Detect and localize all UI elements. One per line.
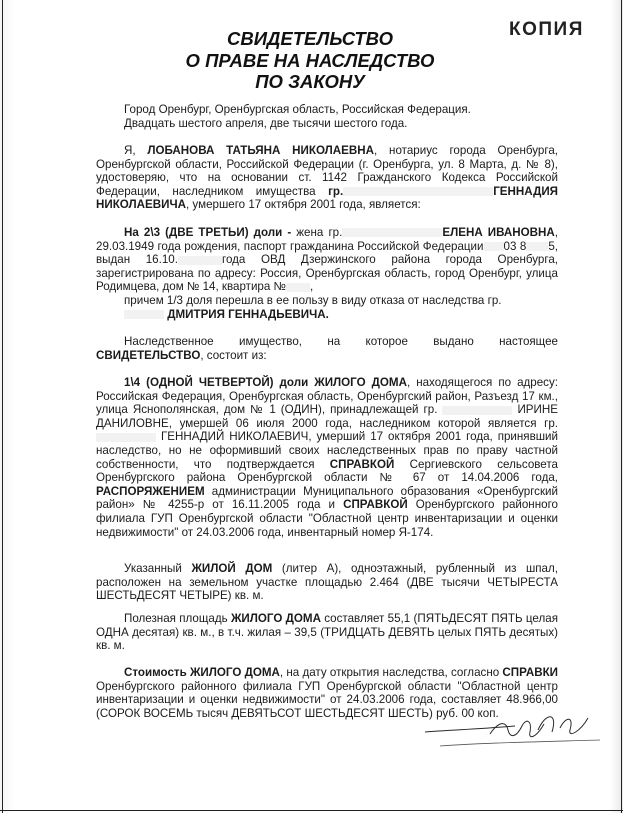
redacted-field (484, 242, 504, 251)
scan-edge-bottom (0, 810, 623, 811)
title-line-2: О ПРАВЕ НА НАСЛЕДСТВО (185, 49, 435, 71)
document-title (160, 28, 460, 93)
notary-paragraph: Я, ЛОБАНОВА ТАТЬЯНА НИКОЛАЕВНА, нотариус города Оренбурга, Оренбургской области, Российской Федерации (г. Оренбурга, ул. 8 Марта, д. № 8), удостоверяю, что на основании ст. 1142 Гражданского Кодекса Российской Федерации, наследником имущества гр. ГЕННАДИЯ НИКОЛАЕВИЧА, умершего 17 октября 2001 года, является: (96, 144, 558, 212)
redacted-surname (343, 187, 493, 196)
notary-signature (420, 702, 610, 752)
redacted-field (286, 283, 310, 292)
value-paragraph: Стоимость ЖИЛОГО ДОМА, на дату открытия наследства, согласно СПРАВКИ Оренбургского районного филиала ГУП Оренбургской области "Областной центр инвентаризации и оценки недвижимости" от 24.03.2006 года, составляет 48.966,00 (СОРОК ВОСЕМЬ тысяч ДЕВЯТЬСОТ ШЕСТЬДЕСЯТ ШЕСТЬ) руб. 00 коп. (96, 666, 558, 720)
redacted-field (178, 256, 222, 265)
title-line-3: ПО ЗАКОНУ (255, 71, 365, 92)
title-line-1: СВИДЕТЕЛЬСТВО (227, 28, 393, 49)
scan-edge-left (2, 0, 3, 813)
redacted-surname (342, 228, 442, 237)
scan-edge-right (621, 0, 622, 813)
deceased-name: ГЕННАДИЯ НИКОЛАЕВИЧА (96, 184, 558, 212)
redacted-field (526, 242, 548, 251)
redacted-surname (96, 433, 156, 442)
heir-share: На 2\3 (ДВЕ ТРЕТЬИ) доли - (124, 226, 292, 239)
refusal-paragraph: причем 1/3 доля перешла в ее пользу в виду отказа от наследства гр. ДМИТРИЯ ГЕННАДЬЕВИЧА. (124, 294, 502, 321)
area-paragraph: Полезная площадь ЖИЛОГО ДОМА составляет 55,1 (ПЯТЬДЕСЯТ ПЯТЬ целая ОДНА десятая) кв. м., в т.ч. жилая – 39,5 (ТРИДЦАТЬ ДЕВЯТЬ целых ПЯТЬ десятых) кв. м. (96, 612, 558, 653)
property-share: 1\4 (ОДНОЙ ЧЕТВЕРТОЙ) доли ЖИЛОГО ДОМА (124, 376, 407, 389)
notary-name: ЛОБАНОВА ТАТЬЯНА НИКОЛАЕВНА (147, 144, 375, 157)
heir-name: ЕЛЕНА ИВАНОВНА (442, 226, 555, 239)
redacted-surname (124, 310, 164, 319)
house-description-paragraph: Указанный ЖИЛОЙ ДОМ (литер А), одноэтажный, рубленный из шпал, расположен на земельном участке площадью 2.464 (ДВЕ тысячи ЧЕТЫРЕСТА ШЕСТЬДЕСЯТ ЧЕТЫРЕ) кв. м. (96, 562, 558, 603)
refuser-name: ДМИТРИЯ ГЕННАДЬЕВИЧА. (167, 307, 329, 321)
property-intro-paragraph: Наследственное имущество, на которое выдано настоящее СВИДЕТЕЛЬСТВО, состоит из: (96, 335, 558, 362)
date-line: Двадцать шестого апреля, две тысячи шестого года. (124, 117, 408, 130)
heir-paragraph: На 2\3 (ДВЕ ТРЕТЬИ) доли - жена гр. ЕЛЕНА ИВАНОВНА, 29.03.1949 года рождения, паспорт гражданина Российской Федерации 03 8 5, выдан 16.10. года ОВД Дзержинского района города Оренбурга, зарегистрирована по адресу: Россия, Оренбургская область, город Оренбург, улица Родимцева, дом № 14, квартира № , (96, 226, 559, 294)
property-paragraph: 1\4 (ОДНОЙ ЧЕТВЕРТОЙ) доли ЖИЛОГО ДОМА, находящегося по адресу: Российская Федерация, Оренбургская область, Оренбургский район, Разъезд 17 км., улица Яснополянская, дом № 1 (ОДИН), принадлежащей гр. ИРИНЕ ДАНИЛОВНЕ, умершей 06 июля 2000 года, наследником которой является гр. ГЕННАДИЙ НИКОЛАЕВИЧ, умерший 17 октября 2001 года, принявший наследство, но не оформивший своих наследственных прав по праву частной собственности, что подтверждается СПРАВКОЙ Сергиевского сельсовета Оренбургского района Оренбургской области № 67 от 14.04.2006 года, РАСПОРЯЖЕНИЕМ администрации Муниципального образования «Оренбургский район» № 4255-р от 16.11.2005 года и СПРАВКОЙ Оренбургского районного филиала ГУП Оренбургской области "Областной центр инвентаризации и оценки недвижимости" от 24.03.2006 года, инвентарный номер Я-174. (96, 376, 559, 539)
redacted-surname (442, 406, 512, 415)
copy-stamp: КОПИЯ (509, 19, 584, 40)
place-line: Город Оренбург, Оренбургская область, Российская Федерация. (124, 103, 471, 116)
